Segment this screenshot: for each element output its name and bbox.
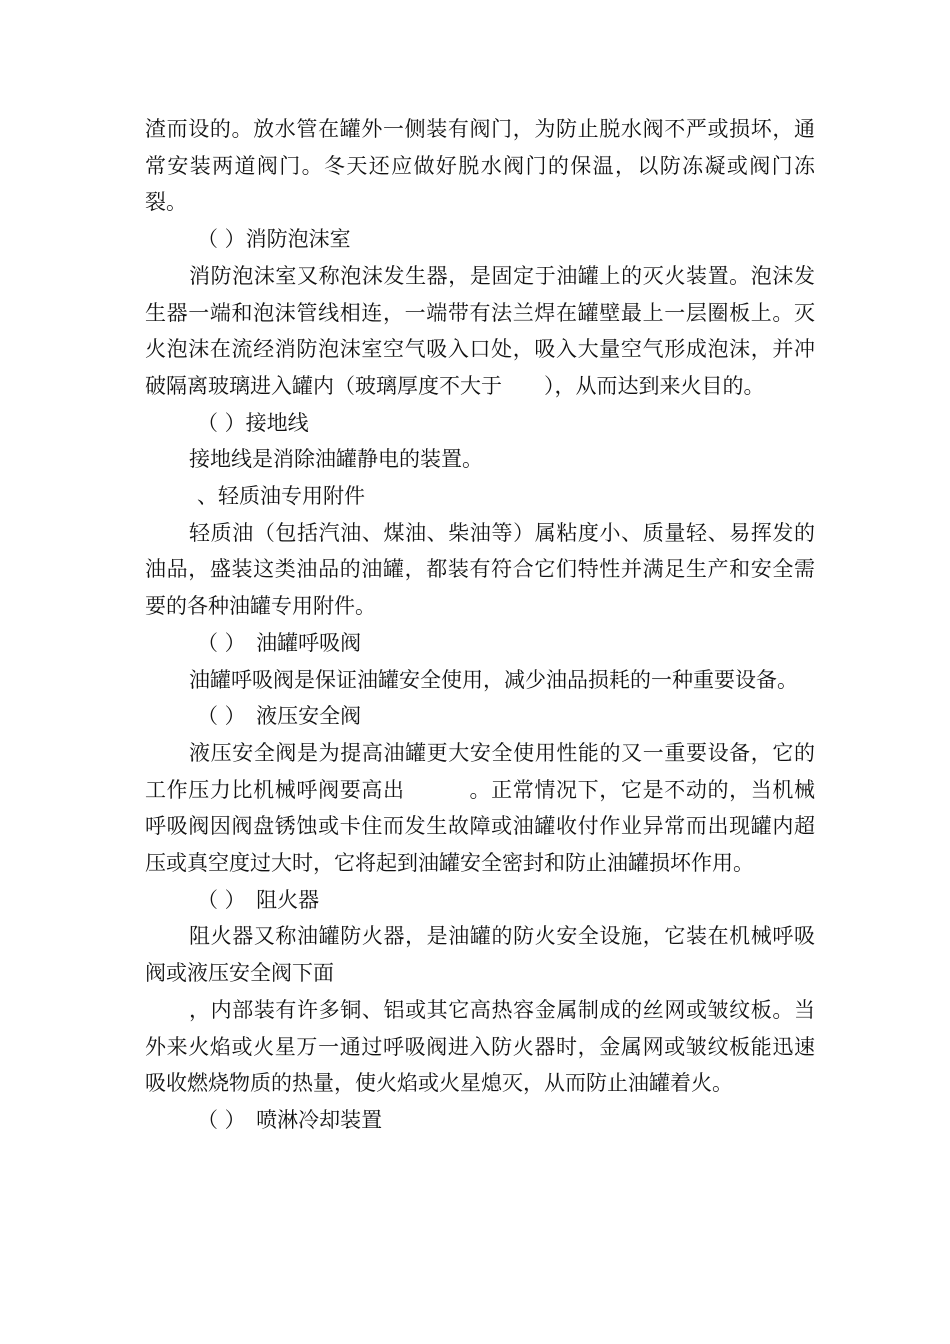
paragraph-flame-arrester: 阻火器又称油罐防火器，是油罐的防火安全设施，它装在机械呼吸阀或液压安全阀下面 xyxy=(145,924,815,986)
paragraph-hydraulic-safety-valve: 液压安全阀是为提高油罐更大安全使用性能的又一重要设备，它的工作压力比机械呼阀要高出 。正常情况下，它是不动的，当机械呼吸阀因阀盘锈蚀或卡住而发生故障或油罐收付作业异常而出现罐内超压或真空度过大时，它将起到油罐安全密封和防止油罐损坏作用。 xyxy=(145,740,815,876)
paragraph-foam-chamber: 消防泡沫室又称泡沫发生器，是固定于油罐上的灭火装置。泡沫发生器一端和泡沫管线相连，一端带有法兰焊在罐壁最上一层圈板上。灭火泡沫在流经消防泡沫室空气吸入口处，吸入大量空气形成泡沫，并冲破隔离玻璃进入罐内（玻璃厚度不大于 ），从而达到来火目的。 xyxy=(145,263,815,398)
heading-flame-arrester: （ ） 阻火器 xyxy=(197,887,320,912)
heading-light-oil-accessories: 、轻质油专用附件 xyxy=(197,484,365,509)
paragraph-light-oil-accessories: 轻质油（包括汽油、煤油、柴油等）属粘度小、质量轻、易挥发的油品，盛装这类油品的油罐，都装有符合它们特性并满足生产和安全需要的各种油罐专用附件。 xyxy=(145,520,815,619)
heading-spray-cooling: （ ） 喷淋冷却装置 xyxy=(197,1107,383,1132)
paragraph-flame-arrester-continued: ，内部装有许多铜、铝或其它高热容金属制成的丝网或皱纹板。当外来火焰或火星万一通过呼吸阀进入防火器时，金属网或皱纹板能迅速吸收燃烧物质的热量，使火焰或火星熄灭，从而防止油罐着火。 xyxy=(145,997,815,1096)
paragraph-ground-wire: 接地线是消除油罐静电的装置。 xyxy=(189,447,483,472)
heading-hydraulic-safety-valve: （ ） 液压安全阀 xyxy=(197,704,362,729)
paragraph-drain-pipe-continued: 渣而设的。放水管在罐外一侧装有阀门，为防止脱水阀不严或损坏，通常安装两道阀门。冬天还应做好脱水阀门的保温，以防冻凝或阀门冻裂。 xyxy=(145,117,815,215)
heading-ground-wire: （ ）接地线 xyxy=(197,410,309,435)
document-body xyxy=(145,111,815,1139)
paragraph-breather-valve: 油罐呼吸阀是保证油罐安全使用，减少油品损耗的一种重要设备。 xyxy=(189,667,798,692)
heading-foam-chamber: （ ）消防泡沫室 xyxy=(197,227,351,252)
heading-breather-valve: （ ） 油罐呼吸阀 xyxy=(197,630,362,655)
